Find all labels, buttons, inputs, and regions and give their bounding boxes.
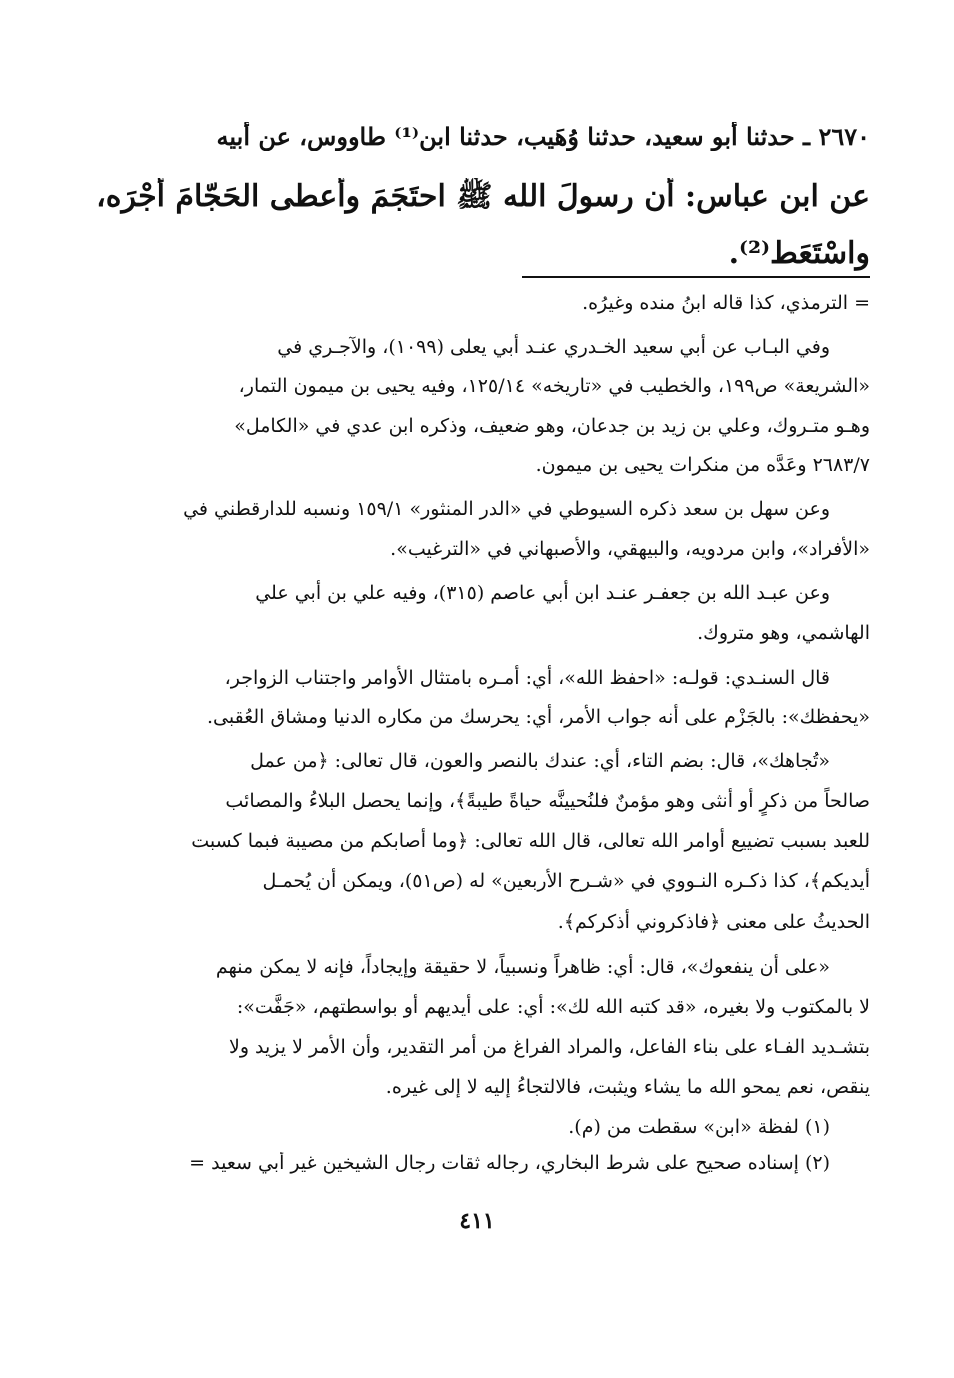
- hadith-line-1: ٢٦٧٠ ـ حدثنا أبو سعيد، حدثنا وُهَيب، حدثنا ابن⁽¹⁾ طاووس، عن أبيه: [216, 122, 870, 151]
- hadith-line-2-text: عن ابن عباس: أن رسولَ الله ﷺ احتَجَمَ وأعطى الحَجّامَ أجْرَه،: [96, 179, 870, 214]
- commentary-line: وفي البـاب عن أبي سعيد الخـدري عنـد أبي يعلى (١٠٩٩)، والآجـري في: [277, 336, 830, 358]
- commentary-line: الحديثُ على معنى ﴿فاذكروني أذكركم﴾.: [557, 911, 870, 933]
- commentary-line: «يحفظك»: بالجَزْم على أنه جواب الأمر، أي: يحرسك من مكاره الدنيا ومشاق العُقبى.: [206, 706, 870, 728]
- commentary-line: «على أن ينفعوك»، قال: أي: ظاهراً ونسبياً، لا حقيقة وإيجاداً، فإنه لا يمكن منهم: [215, 956, 830, 978]
- commentary-line: وعن سهل بن سعد ذكره السيوطي في «الدر المنثور» ١٥٩/١ ونسبه للدارقطني في: [183, 498, 830, 520]
- commentary-line: لا بالمكتوب ولا بغيره، «قد كتبه الله لك»: أي: على أيديهم أو بواسطتهم، «جَفَّت»:: [236, 996, 870, 1018]
- commentary-line: الهاشمي، وهو متروك.: [697, 622, 870, 644]
- commentary-line: للعبد بسبب تضييع أوامر الله تعالى، قال الله تعالى: ﴿وما أصابكم من مصيبة فبما كسبت: [191, 830, 870, 852]
- commentary-line: «الشريعة» ص١٩٩، والخطيب في «تاريخه» ١٢٥/١٤، وفيه يحيى بن ميمون التمار،: [238, 375, 870, 397]
- footnote-separator-rule: [522, 276, 870, 278]
- page-number: ٤١١: [459, 1208, 495, 1234]
- footnote-2: (٢) إسناده صحيح على شرط البخاري، رجاله ثقات رجال الشيخين غير أبي سعيد =: [189, 1152, 830, 1174]
- commentary-line: أيديكم﴾، كذا ذكـره النـووي في «شـرح الأربعين» له (ص٥١)، ويمكن أن يُحمـل: [262, 870, 870, 892]
- commentary-line: قال السنـدي: قولـه: «احفظ الله»، أي: أمـره بامتثال الأوامر واجتناب الزواجر،: [224, 667, 830, 689]
- hadith-line-3-text: واسْتَعَط⁽²⁾.: [728, 236, 870, 271]
- commentary-line: وعن عبـد الله بن جعفـر عنـد ابن أبي عاصم (٣١٥)، وفيه علي بن أبي علي: [255, 582, 830, 604]
- commentary-line: وهـو متـروك، وعلي بن زيد بن جدعان، وهو ضعيف، وذكره ابن عدي في «الكامل»: [234, 415, 870, 437]
- commentary-line: ٢٦٨٣/٧ وعَدَّه من منكرات يحيى بن ميمون.: [535, 454, 870, 476]
- commentary-line: ينقص، نعم يمحو الله ما يشاء ويثبت، فالالتجاءُ إليه لا إلى غيره.: [385, 1076, 870, 1098]
- footnote-1: (١) لفظة «ابن» سقطت من (م).: [568, 1116, 830, 1138]
- hadith-line-2: [80, 178, 870, 221]
- hadith-line-3: [80, 236, 870, 271]
- commentary-line: صالحاً من ذكرٍ أو أنثى وهو مؤمنٌ فلنُحيينَّه حياةً طيبةً﴾، وإنما يحصل البلاءُ والمصائب: [225, 790, 870, 812]
- commentary-line: = الترمذي، كذا قاله ابنُ منده وغيرُه.: [582, 292, 870, 314]
- commentary-line: بتشـديد الفـاء على بناء الفاعل، والمراد الفراغ من أمر التقدير، وأن الأمر لا يزيد ولا: [229, 1036, 870, 1058]
- commentary-line: «الأفراد»، وابن مردويه، والبيهقي، والأصبهاني في «الترغيب».: [390, 538, 870, 560]
- commentary-line: «تُجاهك»، قال: بضم التاء، أي: عندك بالنصر والعون، قال تعالى: ﴿من عمل: [250, 750, 830, 772]
